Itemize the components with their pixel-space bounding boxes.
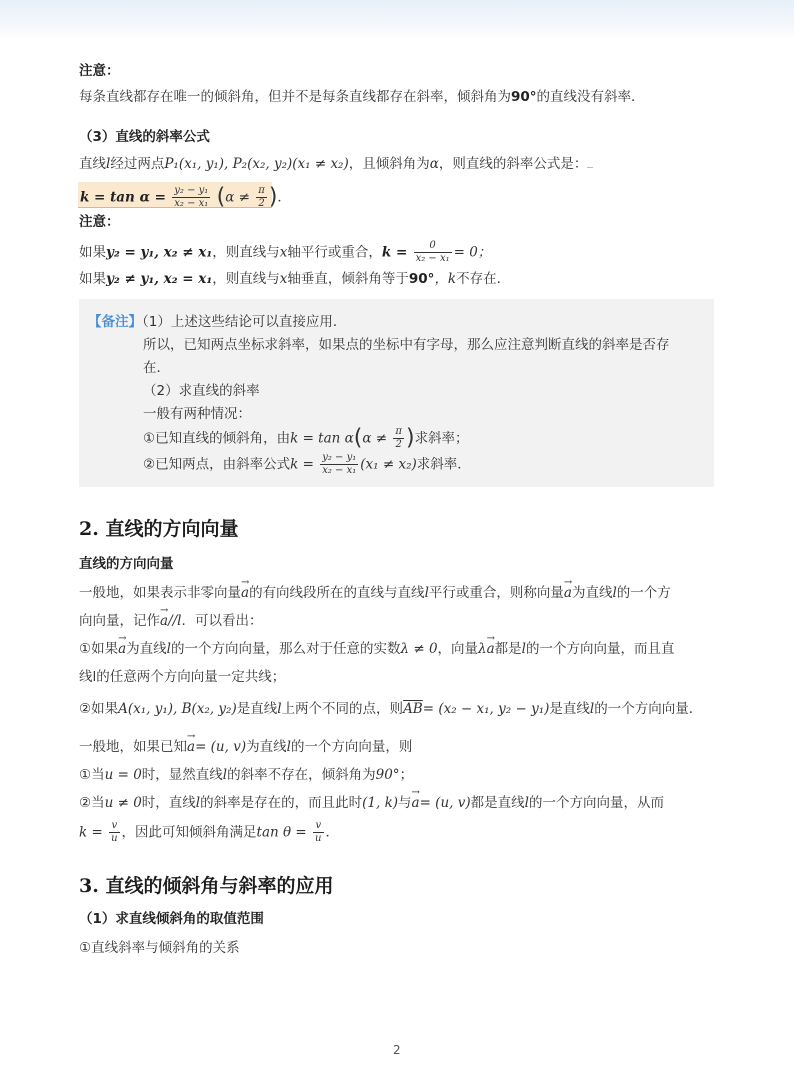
remark-line-5: 一般有两种情况： <box>143 406 251 422</box>
slope-formula-intro: 直线l经过两点P₁(x₁, y₁), P₂(x₂, y₂)(x₁ ≠ x₂)，且倾斜角为α，则直线的斜率公式是： <box>79 155 593 173</box>
section-heading-range: （1）求直线倾斜角的取值范围 <box>79 911 264 927</box>
note2-line1: 如果y₂ = y₁, x₂ ≠ x₁，则直线与x轴平行或重合，k = $\frac{0}{\text{x₂ − x₁}}$ = 0； <box>79 240 492 264</box>
note-label-2: 注意： <box>79 214 120 230</box>
remark-line-7: ②已知两点，由斜率公式k = $\frac{\text{y₂ − y₁}}{\text{x₂ − x₁}}$ (x₁ ≠ x₂)求斜率． <box>143 452 471 476</box>
para-direction-5: ②如果A(x₁, y₁), B(x₂, y₂)是直线l上两个不同的点，则$\overline{AB}= (x_2 - x_1$, y₂ − y₁)是直线l的一个方向向量． <box>79 701 703 717</box>
para-direction-3: ①如果→ a为直线l的一个方向向量，那么对于任意的实数λ ≠ 0，向量λ→ a都是l的一个方向向量，而且直 <box>79 640 675 658</box>
para-direction-6: 一般地，如果已知→ a= (u, v)为直线l的一个方向向量，则 <box>79 738 412 756</box>
remark-line-3: 在． <box>143 360 170 376</box>
page-number: 2 <box>393 1043 401 1057</box>
remark-line-6: ①已知直线的倾斜角，由k = tan α(α ≠ $\frac{\pi}{2}$ )求斜率； <box>143 425 469 451</box>
note-text: 每条直线都存在唯一的倾斜角，但并不是每条直线都存在斜率，倾斜角为90°的直线没有斜率． <box>79 89 645 105</box>
heading-application: 3. 直线的倾斜角与斜率的应用 <box>79 875 334 897</box>
para-direction-2: 向向量，记作→ a//l．可以看出： <box>79 612 262 630</box>
para-direction-4: 线l的任意两个方向向量一定共线； <box>79 669 286 685</box>
para-direction-8: ②当u ≠ 0时，直线l的斜率是存在的，而且此时(1, k)与→ a= (u, v)都是直线l的一个方向向量，从而 <box>79 794 664 812</box>
remark-line-1: 【备注】（1）上述这些结论可以直接应用． <box>88 314 347 330</box>
header-band <box>0 0 794 40</box>
subheading-direction-vector: 直线的方向向量 <box>79 556 174 572</box>
para-direction-9: k = $\frac{v}{u}$ ，因此可知倾斜角满足tan θ = $\frac{v}{u}$ ． <box>79 820 339 844</box>
para-direction-7: ①当u = 0时，显然直线l的斜率不存在，倾斜角为90°； <box>79 767 414 783</box>
note2-line2: 如果y₂ ≠ y₁, x₂ = x₁，则直线与x轴垂直，倾斜角等于90°，k不存在． <box>79 271 511 287</box>
para-direction-1: 一般地，如果表示非零向量→ a的有向线段所在的直线与直线l平行或重合，则称向量→ a为直线l的一个方 <box>79 584 671 602</box>
slope-formula: k = tan α = $\frac{\text{y₂ − y₁}}{\text{x₂ − x₁}}$ (α ≠ $\frac{\pi}{2}$ )． <box>80 184 291 210</box>
remark-line-4: （2）求直线的斜率 <box>143 383 260 399</box>
note-label: 注意： <box>79 63 120 79</box>
section-heading: （3）直线的斜率公式 <box>79 129 210 145</box>
heading-direction-vector: 2. 直线的方向向量 <box>79 518 239 540</box>
remark-line-2: 所以，已知两点坐标求斜率，如果点的坐标中有字母，那么应注意判断直线的斜率是否存 <box>143 337 670 353</box>
list-item: ①直线斜率与倾斜角的关系 <box>79 940 240 956</box>
remark-tag: 【备注】 <box>88 314 142 330</box>
